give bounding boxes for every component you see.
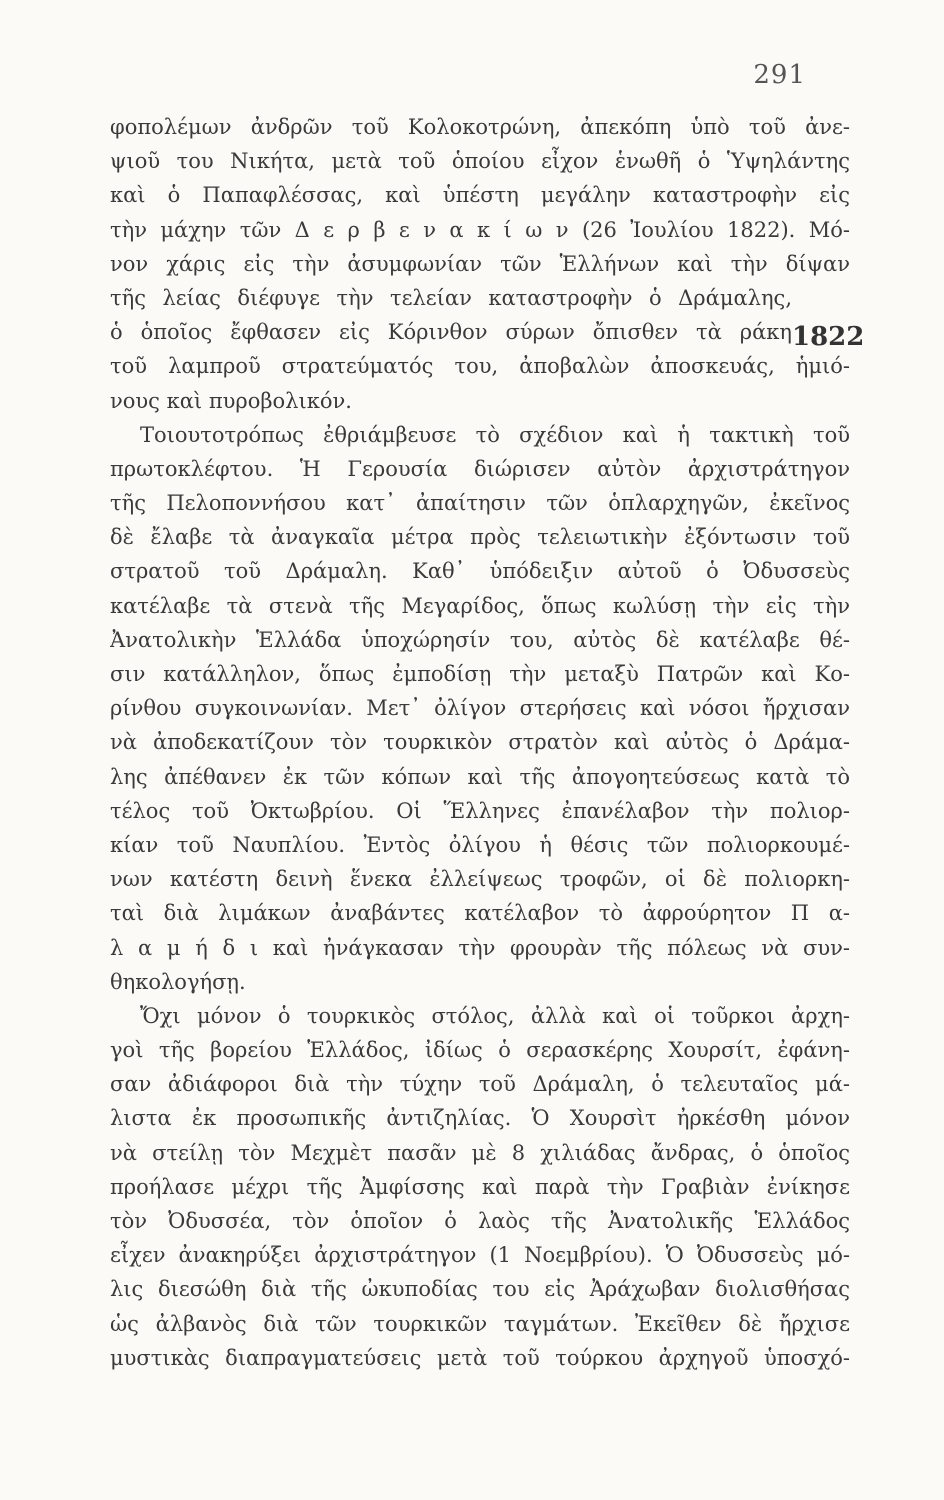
text-line: τὸν Ὀδυσσέα, τὸν ὁποῖον ὁ λαὸς τῆς Ἀνατολικῆς Ἑλλάδος [110, 1209, 850, 1233]
text-line: γοὶ τῆς βορείου Ἑλλάδος, ἰδίως ὁ σερασκέρης Χουρσίτ, ἐφάνη- [110, 1038, 850, 1063]
text-line: κατέλαβε τὰ στενὰ τῆς Μεγαρίδος, ὅπως κωλύσῃ τὴν εἰς τὴν [110, 593, 850, 618]
text-line: Ἀνατολικὴν Ἑλλάδα ὑποχώρησίν του, αὐτὸς δὲ κατέλαβε θέ- [110, 627, 850, 652]
text-line: προήλασε μέχρι τῆς Ἀμφίσσης καὶ παρὰ τὴν Γραβιὰν ἐνίκησε [110, 1174, 850, 1199]
text-line: καὶ ὁ Παπαφλέσσας, καὶ ὑπέστη μεγάλην καταστροφὴν εἰς [110, 183, 850, 208]
text-line: θηκολογήσῃ. [110, 969, 246, 994]
page-number: 291 [753, 60, 806, 90]
text-line: τὴν μάχην τῶν Δ ε ρ β ε ν α κ ί ω ν (26 Ἰουλίου 1822). Μό- [110, 217, 850, 242]
text-line: λις διεσώθη διὰ τῆς ὠκυποδίας του εἰς Ἀράχωβαν διολισθήσας [110, 1277, 850, 1302]
text-line: τέλος τοῦ Ὀκτωβρίου. Οἱ Ἕλληνες ἐπανέλαβον τὴν πολιορ- [110, 798, 850, 823]
text-line: νον χάρις εἰς τὴν ἀσυμφωνίαν τῶν Ἑλλήνων καὶ τὴν δίψαν [110, 251, 850, 276]
text-line: ταὶ διὰ λιμάκων ἀναβάντες κατέλαβον τὸ ἀφρούρητον Π α- [110, 901, 850, 926]
text-line: νους καὶ πυροβολικόν. [110, 388, 352, 413]
text-line: ρίνθου συγκοινωνίαν. Μετ᾽ ὀλίγον στερήσεις καὶ νόσοι ἤρχισαν [110, 696, 850, 721]
text-line: τῆς Πελοποννήσου κατ᾽ ἀπαίτησιν τῶν ὁπλαρχηγῶν, ἐκεῖνος [110, 491, 850, 516]
text-line: σιν κατάλληλον, ὅπως ἐμποδίσῃ τὴν μεταξὺ Πατρῶν καὶ Κο- [110, 662, 850, 686]
paragraph [110, 418, 850, 999]
text-line: σαν ἀδιάφοροι διὰ τὴν τύχην τοῦ Δράμαλη, ὁ τελευταῖος μά- [110, 1072, 850, 1097]
text-line: νων κατέστη δεινὴ ἕνεκα ἐλλείψεως τροφῶν, οἱ δὲ πολιορκη- [110, 867, 850, 892]
text-line: νὰ στείλῃ τὸν Μεχμὲτ πασᾶν μὲ 8 χιλιάδας ἄνδρας, ὁ ὁποῖος [110, 1140, 850, 1165]
text-line: ψιοῦ του Νικήτα, μετὰ τοῦ ὁποίου εἶχον ἑνωθῆ ὁ Ὑψηλάντης [110, 149, 850, 174]
text-line: εἶχεν ἀνακηρύξει ἀρχιστράτηγον (1 Νοεμβρίου). Ὁ Ὀδυσσεὺς μό- [110, 1243, 850, 1268]
text-line: Τοιουτοτρόπως ἐθριάμβευσε τὸ σχέδιον καὶ ἡ τακτικὴ τοῦ [140, 422, 850, 447]
paragraph [110, 110, 850, 418]
text-line: τοῦ λαμπροῦ στρατεύματός του, ἀποβαλὼν ἀποσκευάς, ἡμιό- [110, 354, 850, 379]
body-text [110, 110, 850, 1375]
text-line: Ὄχι μόνον ὁ τουρκικὸς στόλος, ἀλλὰ καὶ οἱ τοῦρκοι ἀρχη- [140, 1003, 850, 1028]
text-line: ὡς ἀλβανὸς διὰ τῶν τουρκικῶν ταγμάτων. Ἐκεῖθεν δὲ ἤρχισε [110, 1311, 850, 1336]
text-line: δὲ ἔλαβε τὰ ἀναγκαῖα μέτρα πρὸς τελειωτικὴν ἐξόντωσιν τοῦ [110, 525, 850, 550]
text-line: κίαν τοῦ Ναυπλίου. Ἐντὸς ὀλίγου ἡ θέσις τῶν πολιορκουμέ- [110, 832, 850, 857]
margin-year-note: 1822 [792, 322, 865, 352]
text-line: μυστικὰς διαπραγματεύσεις μετὰ τοῦ τούρκου ἀρχηγοῦ ὑποσχό- [110, 1345, 850, 1370]
text-line: λης ἀπέθανεν ἐκ τῶν κόπων καὶ τῆς ἀπογοητεύσεως κατὰ τὸ [110, 764, 850, 789]
text-line: ὁ ὁποῖος ἔφθασεν εἰς Κόρινθον σύρων ὄπισθεν τὰ ράκη [110, 320, 792, 345]
text-line: λ α μ ή δ ι καὶ ἠνάγκασαν τὴν φρουρὰν τῆς πόλεως νὰ συν- [110, 935, 850, 960]
text-line: λιστα ἐκ προσωπικῆς ἀντιζηλίας. Ὁ Χουρσὶτ ἠρκέσθη μόνον [110, 1106, 850, 1131]
text-line: πρωτοκλέφτου. Ἡ Γερουσία διώρισεν αὐτὸν ἀρχιστράτηγον [110, 456, 850, 481]
text-line: τῆς λείας διέφυγε τὴν τελείαν καταστροφὴν ὁ Δράμαλης, [110, 285, 792, 310]
paragraph [110, 999, 850, 1375]
text-line: νὰ ἀποδεκατίζουν τὸν τουρκικὸν στρατὸν καὶ αὐτὸς ὁ Δράμα- [110, 730, 850, 755]
text-line: φοπολέμων ἀνδρῶν τοῦ Κολοκοτρώνη, ἀπεκόπη ὑπὸ τοῦ ἀνε- [110, 115, 850, 139]
text-line: στρατοῦ τοῦ Δράμαλη. Καθ᾽ ὑπόδειξιν αὐτοῦ ὁ Ὀδυσσεὺς [110, 559, 850, 584]
